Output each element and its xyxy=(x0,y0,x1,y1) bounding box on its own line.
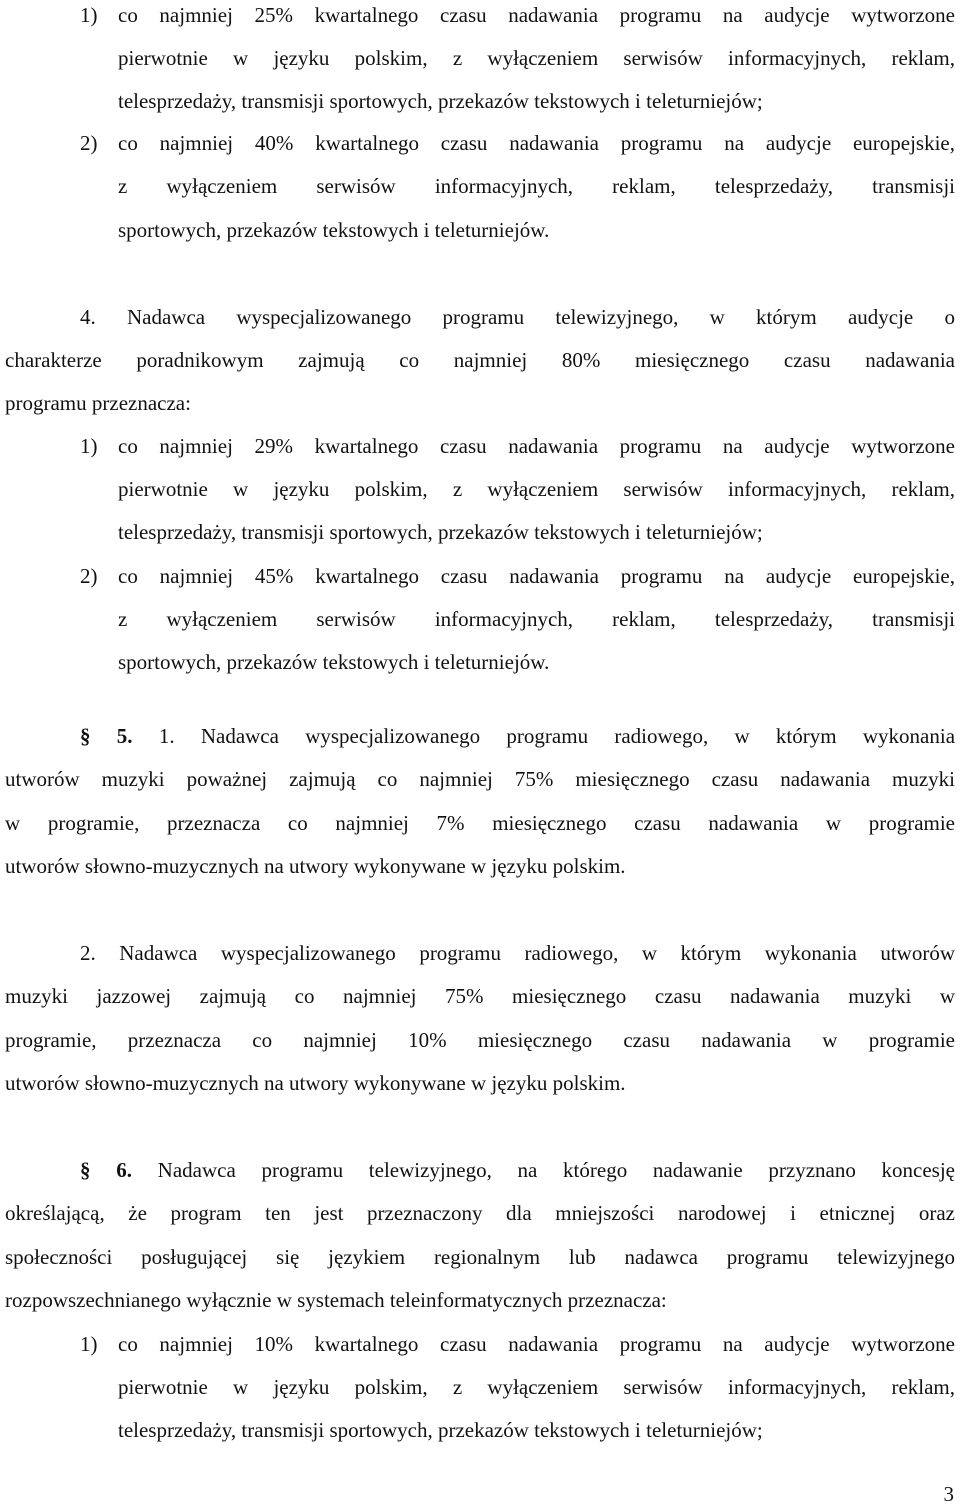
list-item-continuation: telesprzedaży, transmisji sportowych, przekazów tekstowych i teleturniejów; xyxy=(118,89,763,113)
section-5-first-line xyxy=(80,721,955,751)
list-item-text: co najmniej 29% kwartalnego czasu nadawania programu na audycje wytworzone xyxy=(118,434,955,458)
list-item-continuation: z wyłączeniem serwisów informacyjnych, reklam, telesprzedaży, transmisji xyxy=(118,607,955,631)
list-item-continuation: pierwotnie w języku polskim, z wyłączeniem serwisów informacyjnych, reklam, xyxy=(118,46,955,70)
list-item-continuation: telesprzedaży, transmisji sportowych, przekazów tekstowych i teleturniejów; xyxy=(118,520,763,544)
list-item-number: 2) xyxy=(80,131,98,155)
paragraph-line: utworów muzyki poważnej zajmują co najmniej 75% miesięcznego czasu nadawania muzyki xyxy=(5,767,955,791)
section-5-point-2-first-line: 2. Nadawca wyspecjalizowanego programu radiowego, w którym wykonania utworów xyxy=(80,941,955,965)
section-5-text: 1. Nadawca wyspecjalizowanego programu radiowego, w którym wykonania xyxy=(158,724,956,748)
paragraph-line: utworów słowno-muzycznych na utwory wykonywane w języku polskim. xyxy=(5,1071,626,1095)
list-item-number: 1) xyxy=(80,1332,98,1356)
paragraph-line: społeczności posługującej się językiem regionalnym lub nadawca programu telewizyjnego xyxy=(5,1245,955,1269)
section-6-first-line xyxy=(80,1155,955,1185)
paragraph-line: w programie, przeznacza co najmniej 7% miesięcznego czasu nadawania w programie xyxy=(5,811,955,835)
list-item-number: 1) xyxy=(80,3,98,27)
paragraph-line: rozpowszechnianego wyłącznie w systemach teleinformatycznych przeznacza: xyxy=(5,1288,667,1312)
list-item-continuation: pierwotnie w języku polskim, z wyłączeniem serwisów informacyjnych, reklam, xyxy=(118,477,955,501)
list-item xyxy=(80,128,955,158)
list-item-continuation: pierwotnie w języku polskim, z wyłączeniem serwisów informacyjnych, reklam, xyxy=(118,1375,955,1399)
paragraph-4-first-line: 4. Nadawca wyspecjalizowanego programu telewizyjnego, w którym audycje o xyxy=(80,305,955,329)
list-item-text: co najmniej 10% kwartalnego czasu nadawania programu na audycje wytworzone xyxy=(118,1332,955,1356)
section-6-text: Nadawca programu telewizyjnego, na którego nadawanie przyznano koncesję xyxy=(157,1158,955,1182)
list-item xyxy=(80,0,955,30)
paragraph-line: utworów słowno-muzycznych na utwory wykonywane w języku polskim. xyxy=(5,854,626,878)
list-item-continuation: telesprzedaży, transmisji sportowych, przekazów tekstowych i teleturniejów; xyxy=(118,1418,763,1442)
list-item-text: co najmniej 25% kwartalnego czasu nadawania programu na audycje wytworzone xyxy=(118,3,955,27)
list-item-number: 1) xyxy=(80,434,98,458)
list-item xyxy=(80,431,955,461)
paragraph-line: programu przeznacza: xyxy=(5,391,191,415)
list-item-text: co najmniej 40% kwartalnego czasu nadawania programu na audycje europejskie, xyxy=(118,131,955,155)
list-item-continuation: sportowych, przekazów tekstowych i teleturniejów. xyxy=(118,650,550,674)
section-marker: § 6. xyxy=(80,1158,132,1182)
list-item-continuation: z wyłączeniem serwisów informacyjnych, reklam, telesprzedaży, transmisji xyxy=(118,174,955,198)
section-marker: § 5. xyxy=(80,724,133,748)
list-item-text: co najmniej 45% kwartalnego czasu nadawania programu na audycje europejskie, xyxy=(118,564,955,588)
list-item-number: 2) xyxy=(80,564,98,588)
list-item-continuation: sportowych, przekazów tekstowych i teleturniejów. xyxy=(118,218,550,242)
paragraph-line: programie, przeznacza co najmniej 10% miesięcznego czasu nadawania w programie xyxy=(5,1028,955,1052)
list-item xyxy=(80,1329,955,1359)
paragraph-line: muzyki jazzowej zajmują co najmniej 75% miesięcznego czasu nadawania muzyki w xyxy=(5,984,955,1008)
paragraph-line: określającą, że program ten jest przeznaczony dla mniejszości narodowej i etnicznej oraz xyxy=(5,1201,955,1225)
page-number: 3 xyxy=(943,1482,954,1506)
list-item xyxy=(80,561,955,591)
paragraph-line: charakterze poradnikowym zajmują co najmniej 80% miesięcznego czasu nadawania xyxy=(5,348,955,372)
